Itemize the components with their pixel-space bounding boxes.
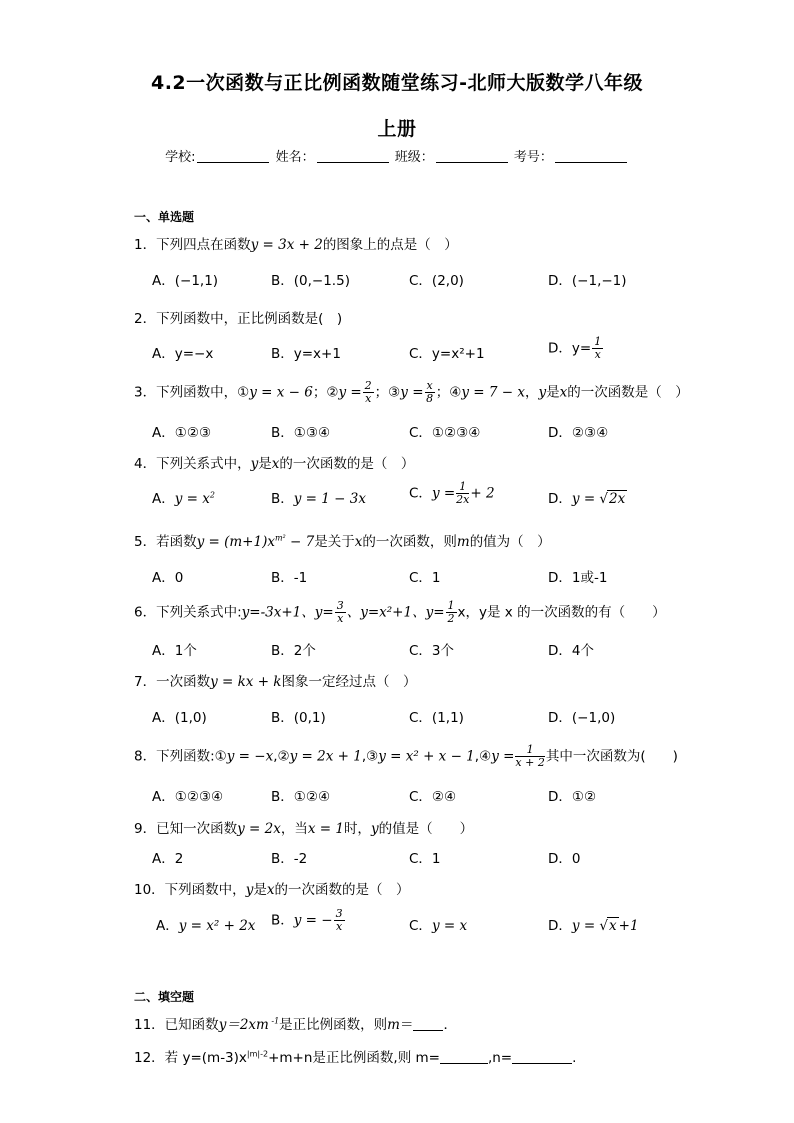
option-c[interactable]: C．y = x bbox=[409, 918, 468, 934]
option-a[interactable]: A．$y = x^2$ bbox=[152, 490, 215, 507]
option-b[interactable]: B．y = − $\frac{3}{x}$ bbox=[271, 907, 343, 933]
option-a[interactable]: A．(−1,1) bbox=[152, 273, 219, 289]
question-5: 5．若函数$y = (m+1)x^{m^2} - 7$是关于x的一次函数，则m的值为（ ） bbox=[134, 533, 551, 550]
option-b[interactable]: B．①③④ bbox=[271, 425, 331, 441]
question-1: 1．下列四点在函数y = 3x + 2的图象上的点是（ ） bbox=[134, 237, 458, 253]
option-d[interactable]: D．y= $\frac{1}{x}$ bbox=[548, 335, 602, 361]
section-heading-fill-blank: 二、填空题 bbox=[134, 990, 195, 1004]
question-3: 3．下列函数中，①y = x − 6；②y = $\frac{2}{x}$ ；③y = $\frac{x}{8}$ ；④y = 7 − x，y是x的一次函数是（ ） bbox=[134, 379, 689, 405]
question-4-options bbox=[152, 480, 712, 507]
option-d[interactable]: D．1或-1 bbox=[548, 570, 608, 586]
option-b[interactable]: B．y = 1 − 3x bbox=[271, 491, 366, 507]
question-4: 4．下列关系式中，y是x的一次函数的是（ ） bbox=[134, 456, 415, 472]
option-c[interactable]: C．①②③④ bbox=[409, 425, 481, 441]
answer-blank-n[interactable] bbox=[512, 1051, 572, 1064]
question-3-options bbox=[152, 421, 712, 441]
option-d[interactable]: D．②③④ bbox=[548, 425, 609, 441]
question-2: 2．下列函数中，正比例函数是( ) bbox=[134, 311, 343, 327]
question-7-options bbox=[152, 706, 712, 726]
number-label: 考号： bbox=[513, 150, 553, 165]
option-b[interactable]: B．①②④ bbox=[271, 789, 331, 805]
question-1-options bbox=[152, 269, 712, 289]
question-6-options bbox=[152, 639, 712, 659]
question-2-options bbox=[152, 335, 712, 362]
option-c[interactable]: C．y=x²+1 bbox=[409, 346, 485, 362]
option-c[interactable]: C．(1,1) bbox=[409, 710, 464, 726]
answer-blank-m[interactable] bbox=[440, 1051, 488, 1064]
option-d[interactable]: D．y = √2x bbox=[548, 491, 626, 507]
option-c[interactable]: C．3个 bbox=[409, 643, 455, 659]
question-10-options bbox=[156, 907, 716, 934]
option-b[interactable]: B．(0,1) bbox=[271, 710, 326, 726]
option-a[interactable]: A．①②③④ bbox=[152, 789, 224, 805]
number-field[interactable] bbox=[555, 150, 627, 163]
option-c[interactable]: C．1 bbox=[409, 570, 441, 586]
option-a[interactable]: A．y=−x bbox=[152, 346, 214, 362]
answer-blank[interactable] bbox=[413, 1018, 443, 1031]
option-a[interactable]: A．(1,0) bbox=[152, 710, 207, 726]
student-info-row bbox=[0, 146, 794, 165]
option-b[interactable]: B．-1 bbox=[271, 570, 308, 586]
question-8: 8．下列函数:①y = −x,②y = 2x + 1,③y = x² + x − 1,④y = $\frac{1}{x + 2}$ 其中一次函数为( ) bbox=[134, 743, 678, 769]
option-a[interactable]: A．①②③ bbox=[152, 425, 212, 441]
option-d[interactable]: D．y = √x +1 bbox=[548, 918, 639, 934]
option-c[interactable]: C．(2,0) bbox=[409, 273, 464, 289]
option-b[interactable]: B．y=x+1 bbox=[271, 346, 341, 362]
section-heading-single-choice: 一、单选题 bbox=[134, 210, 195, 224]
page-title-line2: 上册 bbox=[377, 118, 417, 140]
option-d[interactable]: D．(−1,0) bbox=[548, 710, 616, 726]
option-c[interactable]: C．②④ bbox=[409, 789, 457, 805]
option-b[interactable]: B．2个 bbox=[271, 643, 316, 659]
page-title: 4.2一次函数与正比例函数随堂练习-北师大版数学八年级 bbox=[150, 72, 644, 94]
question-12: 12．若 $y=(m-3)x^{|m|-2}+m+n$是正比例函数,则 m= ,n= . bbox=[134, 1049, 577, 1066]
option-d[interactable]: D．①② bbox=[548, 789, 597, 805]
option-d[interactable]: D．4个 bbox=[548, 643, 594, 659]
name-field[interactable] bbox=[317, 150, 389, 163]
question-11: 11．已知函数y＝2xm $^{-1}$是正比例函数，则m＝ ． bbox=[134, 1016, 457, 1033]
school-label: 学校: bbox=[165, 150, 196, 165]
option-c[interactable]: C．y = $\frac{1}{2x}$ + 2 bbox=[409, 480, 495, 506]
option-d[interactable]: D．(−1,−1) bbox=[548, 273, 627, 289]
class-field[interactable] bbox=[436, 150, 508, 163]
option-a[interactable]: A．1个 bbox=[152, 643, 197, 659]
option-a[interactable]: A．y = x² + 2x bbox=[156, 918, 256, 934]
question-6: 6．下列关系式中:y=-3x+1、y= $\frac{3}{x}$ 、y=x²+1、y= $\frac{1}{2}$ x，y是 x 的一次函数的有（ ） bbox=[134, 599, 666, 625]
option-d[interactable]: D．0 bbox=[548, 851, 581, 867]
option-a[interactable]: A．2 bbox=[152, 851, 184, 867]
option-a[interactable]: A．0 bbox=[152, 570, 184, 586]
question-5-options bbox=[152, 566, 712, 586]
question-7: 7．一次函数y = kx + k图象一定经过点（ ） bbox=[134, 674, 417, 690]
question-9: 9．已知一次函数y = 2x，当x = 1时，y的值是（ ） bbox=[134, 821, 474, 837]
question-8-options bbox=[152, 785, 712, 805]
class-label: 班级： bbox=[394, 150, 434, 165]
option-b[interactable]: B．(0,−1.5) bbox=[271, 273, 350, 289]
option-c[interactable]: C．1 bbox=[409, 851, 441, 867]
name-label: 姓名： bbox=[275, 150, 315, 165]
question-9-options bbox=[152, 847, 712, 867]
option-b[interactable]: B．-2 bbox=[271, 851, 308, 867]
question-10: 10．下列函数中，y是x的一次函数的是（ ） bbox=[134, 882, 410, 898]
school-field[interactable] bbox=[197, 150, 269, 163]
